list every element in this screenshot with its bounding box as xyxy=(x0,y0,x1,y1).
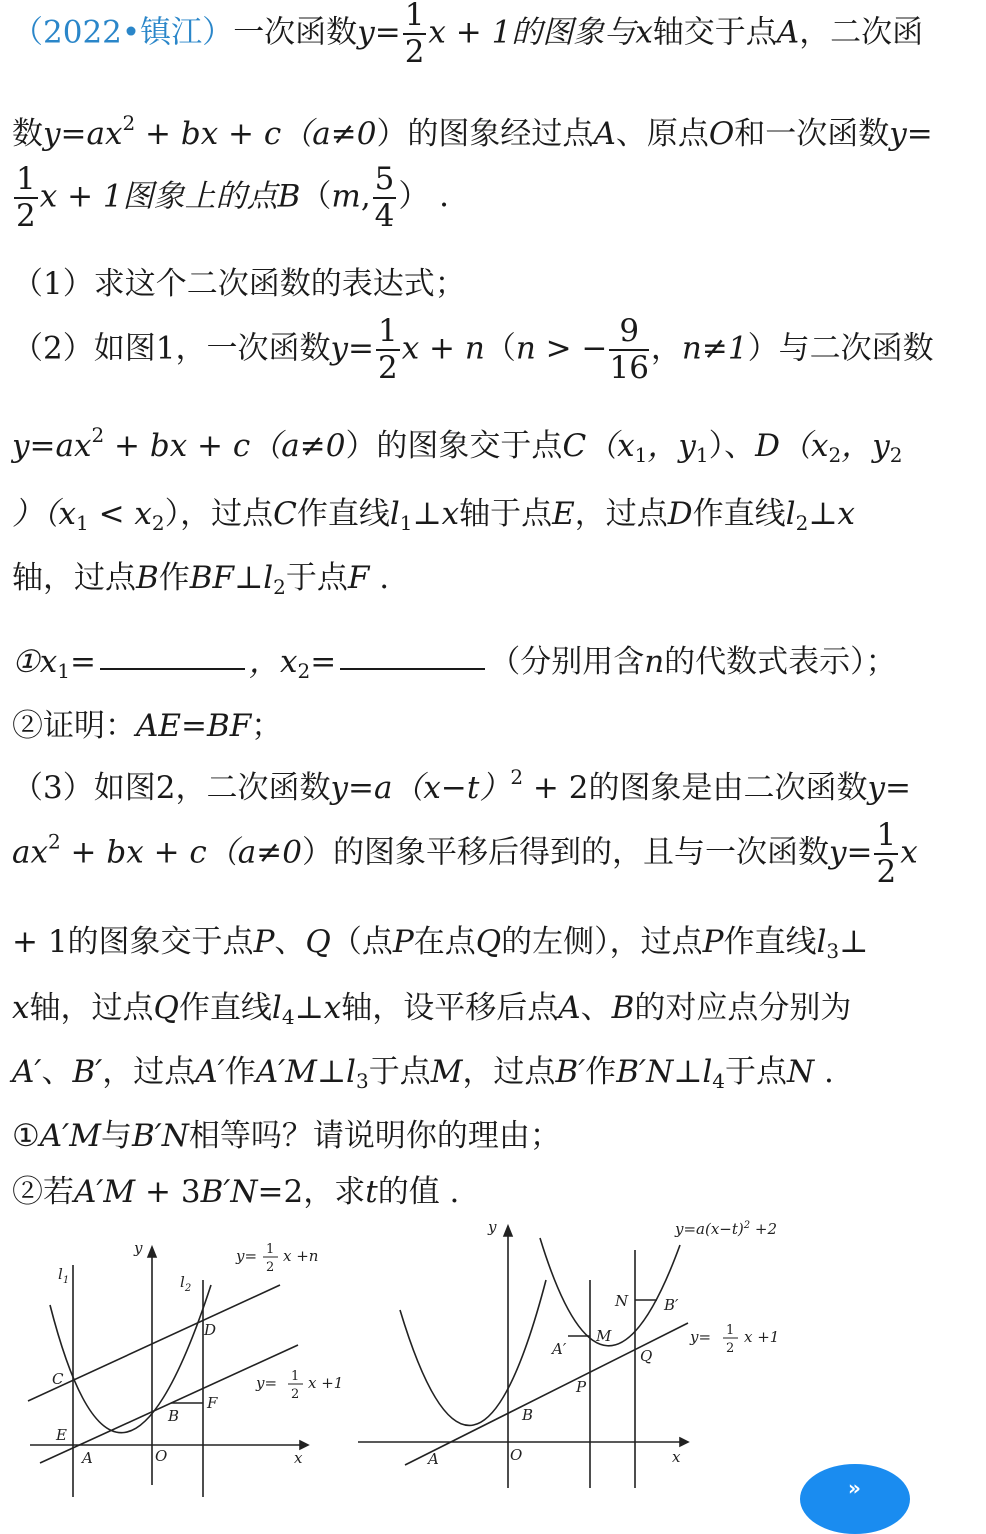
answer-blank-x2[interactable] xyxy=(340,668,485,670)
frac-num: 1 xyxy=(726,1323,735,1338)
label-line: y= xyxy=(690,1328,712,1346)
part-1: （1）求这个二次函数的表达式； xyxy=(12,266,466,302)
point-e-label: E xyxy=(56,1426,67,1444)
x-axis-arrow xyxy=(680,1438,688,1446)
point-o-label: O xyxy=(155,1447,168,1465)
figure-2 xyxy=(350,1210,830,1499)
point-q-label: Q xyxy=(640,1347,653,1365)
y-axis-arrow xyxy=(504,1226,512,1236)
text: ，二次函 xyxy=(799,14,924,51)
point-a-prime-label: A′ xyxy=(552,1340,567,1358)
label-line-n-rest: x +n xyxy=(283,1247,319,1265)
fraction-five-fourths: $\frac{5}{4}$ xyxy=(374,161,395,234)
parabola-original xyxy=(400,1280,546,1425)
point-b-label: B xyxy=(522,1406,534,1424)
line-y-half-x-plus-n xyxy=(28,1285,280,1401)
x-axis-label: x xyxy=(672,1448,681,1466)
point-a-label: A xyxy=(82,1449,93,1467)
point-f-label: F xyxy=(207,1394,218,1412)
y-axis-label: y xyxy=(134,1239,143,1257)
y-axis-arrow xyxy=(148,1247,156,1257)
l1-label: $l_1$ xyxy=(58,1265,70,1286)
point-m-label: M xyxy=(596,1327,612,1345)
point-b-label: B xyxy=(168,1407,180,1425)
text-line-3: $\frac{1}{2}$ x + 1图象上的点B（m, $\frac{5}{4}$ ） ． xyxy=(16,161,471,234)
var: y xyxy=(357,14,375,51)
text: 轴交于点 xyxy=(652,14,777,51)
var: x xyxy=(635,14,653,51)
fraction-nine-sixteenths: $\frac{9}{16}$ xyxy=(609,313,649,386)
part-2-line-1: （2）如图1，一次函数y= $\frac{1}{2}$ x + n（n > − $\frac{9}{16}$ ，n≠1）与二次函数 xyxy=(12,313,934,386)
frac-den: 2 xyxy=(291,1387,300,1402)
parabola xyxy=(50,1285,211,1433)
text-line-1 xyxy=(12,0,974,68)
part-3-question-1: ①A′M与B′N相等吗？请说明你的理由； xyxy=(12,1118,561,1154)
l2-label: $l_2$ xyxy=(180,1273,192,1294)
line-y-half-x-plus-1 xyxy=(405,1323,688,1465)
point-d-label: D xyxy=(204,1321,217,1339)
point-n-label: N xyxy=(615,1292,629,1310)
x-axis-label: x xyxy=(294,1449,303,1467)
point-a-label: A xyxy=(428,1450,439,1468)
text: x + 1的图象与 xyxy=(428,14,636,51)
floating-action-button[interactable] xyxy=(800,1464,910,1534)
problem-source: （2022•镇江） xyxy=(12,14,234,51)
part-2-line-3: ）$(x_1 < x_2)$，过点C作直线$l_1\perp x$轴于点E，过点D作直线$l_2\perp x$ xyxy=(12,496,855,535)
point-c-label: C xyxy=(52,1370,64,1388)
part-3-line-3: + 1的图象交于点P、Q（点P在点Q的左侧），过点P作直线$l_3\perp$ xyxy=(12,924,869,963)
part-2-line-4: 轴，过点B作$BF\perp l_2$于点F . xyxy=(12,560,390,599)
x-axis-arrow xyxy=(300,1441,308,1449)
part-3-line-4: x轴，过点Q作直线$l_4\perp x$轴，设平移后点A、B的对应点分别为 xyxy=(12,990,852,1029)
part-3-question-2: ②若A′M + 3B′N=2，求t的值 . xyxy=(12,1174,460,1210)
text: = xyxy=(374,14,401,51)
frac-num: 1 xyxy=(291,1369,300,1384)
frac-den: 2 xyxy=(266,1260,275,1275)
part-3-line-5: A′、B′，过点A′作$A'M\perp l_3$于点M，过点B′作$B'N\perp l_4$于点N . xyxy=(12,1054,834,1093)
part-3-line-2: $ax^2$ + bx + c（a≠0）的图象平移后得到的，且与一次函数y= $\frac{1}{2}$ x xyxy=(12,817,918,890)
point-b-prime-label: B′ xyxy=(664,1296,679,1314)
frac-num: 1 xyxy=(266,1242,275,1257)
point-o-label: O xyxy=(510,1446,523,1464)
label-line-1: y= xyxy=(256,1374,278,1392)
label-line-rest: x +1 xyxy=(744,1328,780,1346)
part-2-question-1: $①x_1=$ ，$x_2=$ （分别用含n的代数式表示）； xyxy=(12,644,897,683)
y-axis-label: y xyxy=(488,1218,497,1236)
part-2-question-2: ②证明：AE=BF； xyxy=(12,708,283,744)
figure-1 xyxy=(0,1225,380,1499)
part-2-line-2: $y=ax^2$ + bx + c（a≠0）的图象交于点$C(x_1$，$y_1$）、$D(x_2$，$y_2$ xyxy=(12,423,903,467)
answer-blank-x1[interactable] xyxy=(100,668,245,670)
label-line-n: y= xyxy=(236,1247,258,1265)
label-line-1-rest: x +1 xyxy=(308,1374,344,1392)
part-3-line-1: （3）如图2，二次函数$y=a(x-t)^2 + 2$的图象是由二次函数y= xyxy=(12,765,911,806)
fraction-one-half: $\frac{1}{2}$ xyxy=(404,0,425,70)
frac-den: 2 xyxy=(726,1341,735,1356)
text: 一次函数 xyxy=(233,14,358,51)
point-p-label: P xyxy=(576,1378,587,1396)
label-parabola-translated: $y=a(x-t)^2 +2$ xyxy=(675,1220,778,1238)
text-line-2: 数$y=ax^2$ + bx + c（a≠0）的图象经过点A、原点O和一次函数y= xyxy=(12,111,933,152)
point-label: A xyxy=(776,14,800,51)
fraction-one-half: $\frac{1}{2}$ xyxy=(16,161,36,234)
chevron-icon: » xyxy=(848,1476,861,1500)
